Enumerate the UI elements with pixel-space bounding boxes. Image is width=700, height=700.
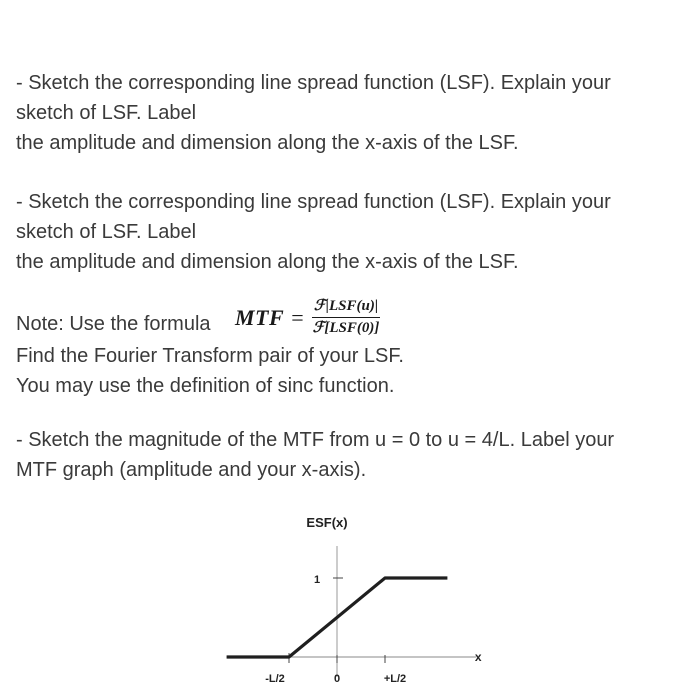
note-formula-line: [16, 298, 688, 341]
x-tick-label-neg-half-l: -L/2: [265, 673, 285, 685]
text-line: You may use the definition of sinc function.: [16, 375, 395, 397]
formula-denominator: ℱ[LSF(0)]: [312, 320, 380, 336]
x-axis-label: x: [474, 650, 482, 664]
text-line: Find the Fourier Transform pair of your LSF.: [16, 345, 404, 367]
text-line: sketch of LSF. Label: [16, 102, 197, 124]
formula-equals: =: [291, 304, 304, 330]
mtf-formula: [235, 297, 381, 338]
question-paragraph-1: [16, 68, 688, 158]
text-line: MTF graph (amplitude and your x-axis).: [16, 459, 367, 481]
text-line: - Sketch the corresponding line spread function (LSF). Explain your: [16, 72, 611, 94]
formula-numerator: ℱ|LSF(u)|: [312, 297, 380, 318]
question-paragraph-2: [16, 187, 688, 277]
y-tick-label-one: 1: [313, 574, 321, 586]
formula-fraction: [311, 297, 382, 338]
text-line: the amplitude and dimension along the x-axis of the LSF.: [16, 132, 519, 154]
text-line: - Sketch the corresponding line spread function (LSF). Explain your: [16, 191, 611, 213]
x-tick-label-pos-half-l: +L/2: [383, 673, 407, 685]
note-lines: [16, 341, 688, 401]
x-tick-label-zero: 0: [333, 673, 341, 685]
text-line: the amplitude and dimension along the x-axis of the LSF.: [16, 251, 519, 273]
esf-chart: [0, 500, 700, 700]
note-block: [16, 298, 688, 401]
chart-title: ESF(x): [306, 515, 348, 530]
note-prefix: Note: Use the formula: [16, 313, 211, 335]
text-line: sketch of LSF. Label: [16, 221, 197, 243]
formula-lhs: MTF: [235, 304, 285, 330]
text-line: - Sketch the magnitude of the MTF from u = 0 to u = 4/L. Label your: [16, 429, 615, 451]
question-paragraph-task: [16, 425, 688, 485]
